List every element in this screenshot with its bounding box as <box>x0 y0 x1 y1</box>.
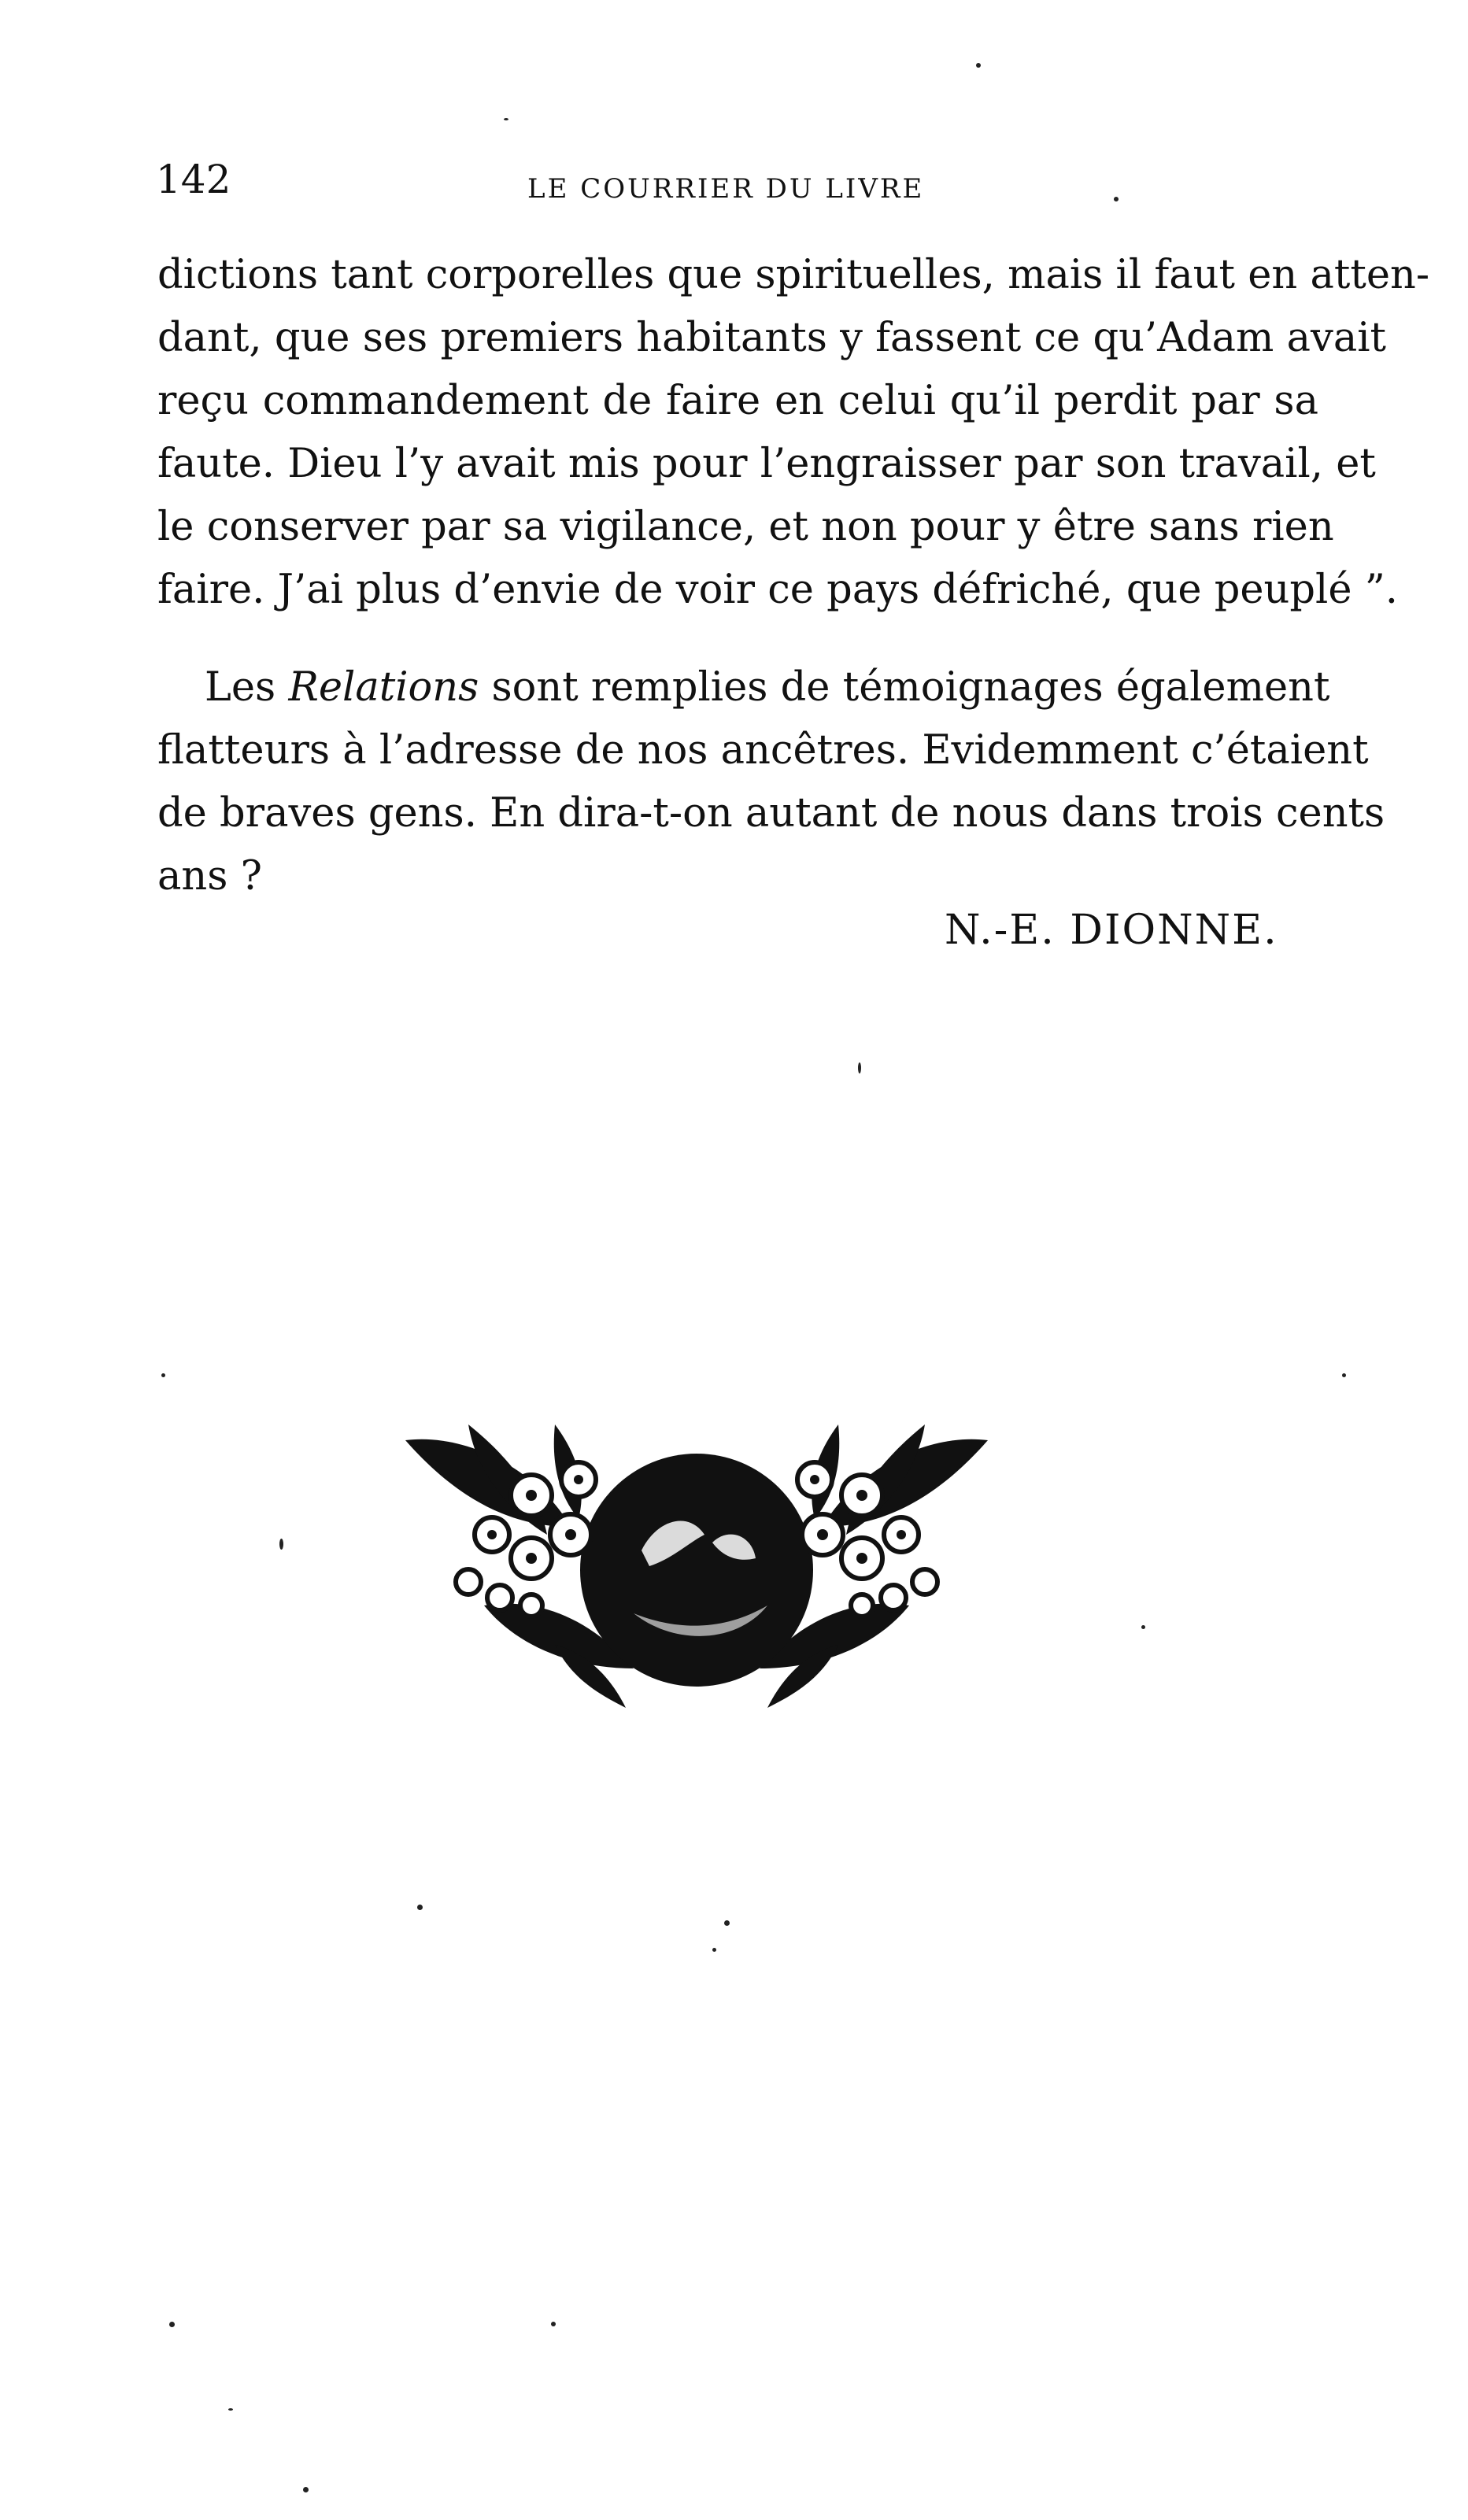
print-speck <box>303 2487 309 2492</box>
print-speck <box>279 1539 283 1550</box>
print-speck <box>161 1373 165 1377</box>
italic-title: Relations <box>288 664 479 711</box>
running-head: LE COURRIER DU LIVRE <box>527 173 925 205</box>
text-line: dictions tant corporelles que spirituelles, mais il faut en atten- <box>157 252 1430 298</box>
text-fragment: sont remplies de témoignages également <box>479 664 1330 711</box>
print-speck <box>228 2408 233 2411</box>
print-speck <box>712 1948 716 1952</box>
floral-medallion-icon <box>374 1409 1019 1739</box>
print-speck <box>858 1062 861 1073</box>
print-speck <box>724 1920 730 1926</box>
print-speck <box>417 1905 423 1910</box>
signature: N.-E. DIONNE. <box>945 907 1278 954</box>
text-line: de braves gens. En dira-t-on autant de nous dans trois cents <box>157 790 1385 837</box>
text-line: flatteurs à l’adresse de nos ancêtres. Evidemment c’étaient <box>157 727 1369 774</box>
print-speck <box>504 118 508 120</box>
body-text <box>157 244 1430 908</box>
text-line <box>157 656 1330 719</box>
page-number: 142 <box>156 157 231 202</box>
text-line: faire. J’ai plus d’envie de voir ce pays défriché, que peuplé ”. <box>157 567 1399 613</box>
print-speck <box>1141 1625 1145 1629</box>
text-line: dant, que ses premiers habitants y fassent ce qu’Adam avait <box>157 315 1387 361</box>
text-line: le conserver par sa vigilance, et non pour y être sans rien <box>157 504 1334 550</box>
print-speck <box>976 63 981 68</box>
text-fragment: Les <box>205 664 289 711</box>
text-line: reçu commandement de faire en celui qu’il perdit par sa <box>157 378 1318 424</box>
print-speck <box>1114 197 1119 201</box>
text-line: faute. Dieu l’y avait mis pour l’engraisser par son travail, et <box>157 441 1376 487</box>
print-speck <box>551 2322 556 2326</box>
text-line: ans ? <box>157 853 262 900</box>
print-speck <box>1342 1373 1346 1377</box>
print-speck <box>169 2322 175 2327</box>
